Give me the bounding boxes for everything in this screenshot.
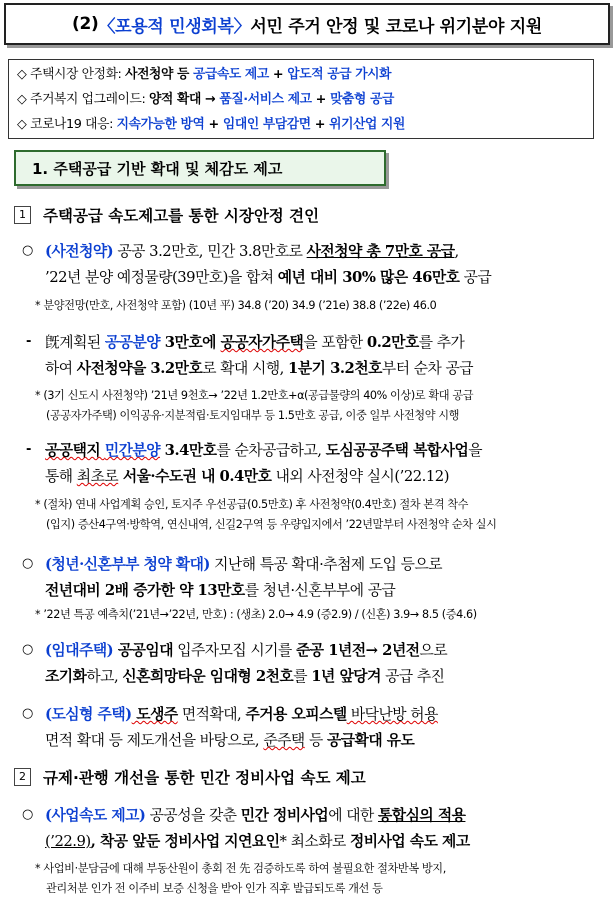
text: 등: [304, 732, 327, 749]
text: 최초로: [76, 468, 119, 485]
keyword: 사전청약 총 7만호 공급: [306, 243, 455, 260]
text: 면적확대,: [177, 706, 246, 723]
summary-text: 맞춤형 공급: [330, 92, 394, 107]
keyword: 통합심의 적용: [378, 807, 466, 824]
keyword: (청년·신혼부부 청약 확대): [45, 556, 210, 573]
summary-text: 임대인 부담감면: [222, 117, 311, 132]
keyword: (도심형 주택): [45, 706, 132, 723]
keyword: 3.4만호: [160, 442, 217, 459]
subsection-title: 규제·관행 개선을 통한 민간 정비사업 속도 제고: [43, 769, 366, 787]
paragraph-line: [45, 830, 470, 851]
paragraph-line: [45, 579, 395, 600]
summary-label: 주택시장 안정화:: [30, 67, 126, 82]
keyword: 공공임대: [113, 642, 174, 659]
text: 을 포함한: [303, 334, 367, 351]
keyword: 공급확대 유도: [326, 732, 415, 749]
page-title: [4, 3, 610, 45]
paragraph-line: [45, 703, 438, 724]
keyword: 신혼희망타운 임대형 2천호: [122, 668, 294, 685]
keyword: 공공분양: [104, 334, 161, 351]
keyword: 공공택지: [45, 442, 105, 459]
summary-text: +: [268, 67, 288, 82]
diamond-icon: ◇: [17, 117, 27, 132]
footnote: 관리처분 인가 전 이주비 보증 신청을 받아 인가 직후 발급되도록 개선 등: [46, 882, 383, 895]
summary-text: 위기산업 지원: [329, 117, 405, 132]
keyword: 전년대비 2배 증가한 약 13만호: [45, 582, 245, 599]
keyword: 조기화: [45, 668, 87, 685]
text: 통해: [45, 468, 77, 485]
text: 으로: [419, 642, 448, 659]
text: 공공성을 갖춘: [145, 807, 241, 824]
keyword: 주거용 오피스텔: [245, 706, 347, 723]
text: 면적 확대 등 제도개선을 바탕으로,: [45, 732, 264, 749]
paragraph-line: [45, 331, 464, 352]
text: 지난해 특공 확대·추첨제 도입 등으로: [209, 556, 443, 573]
text: 旣계획된: [45, 334, 105, 351]
keyword: 공공자가주택: [220, 334, 304, 351]
summary-text: →: [200, 92, 220, 107]
footnote: * ’22년 특공 예측치(’21년→’22년, 만호) : (생초) 2.0→ 4.9 (증2.9) / (신혼) 3.9→ 8.5 (증4.6): [35, 608, 477, 621]
text: 를 청년·신혼부부에 공급: [244, 582, 396, 599]
subsection-title: 주택공급 속도제고를 통한 시장안정 견인: [43, 207, 320, 225]
summary-text: 지속가능한 방역: [116, 117, 205, 132]
subsection-number: 1: [14, 206, 31, 224]
title-rest: 서민 주거 안정 및 코로나 위기분야 지원: [250, 16, 542, 37]
footnote: * 사업비·분담금에 대해 부동산원이 총회 전 先 검증하도록 하여 불필요한 절차반복 방지,: [35, 862, 446, 875]
paragraph-line: [45, 357, 473, 378]
title-highlight: 〈포용적 민생회복〉: [98, 16, 251, 37]
text: 공급 추진: [380, 668, 445, 685]
diamond-icon: ◇: [17, 67, 27, 82]
circle-bullet-icon: ○: [22, 807, 34, 822]
title-prefix: (2): [71, 14, 99, 34]
keyword: 민간 정비사업: [240, 807, 329, 824]
text: 준주택: [263, 732, 305, 749]
subsection-heading: [14, 204, 319, 226]
keyword: 1년 앞당겨: [311, 668, 381, 685]
summary-text: +: [311, 92, 331, 107]
text: 공공 3.2만호, 민간 3.8만호로: [113, 243, 307, 260]
text: 내외 사전청약 실시(’22.12): [271, 468, 449, 485]
circle-bullet-icon: ○: [22, 243, 34, 258]
keyword: 1분기 3.2천호: [288, 360, 382, 377]
diamond-icon: ◇: [17, 92, 27, 107]
circle-bullet-icon: ○: [22, 556, 34, 571]
footnote: (입지) 증산4구역·방학역, 연신내역, 신길2구역 등 우량입지에서 ’22년말부터 사전청약 순차 실시: [46, 518, 497, 531]
keyword: (사업속도 제고): [45, 807, 146, 824]
summary-row: [17, 112, 585, 137]
text: 를 순차공급하고,: [216, 442, 326, 459]
summary-box: [8, 59, 594, 139]
paragraph-line: [45, 729, 414, 750]
dash-bullet-icon: -: [26, 334, 32, 349]
keyword: (임대주택): [45, 642, 114, 659]
keyword: 3만호에: [160, 334, 221, 351]
text: (’22.9): [45, 833, 91, 850]
paragraph-line: [45, 266, 491, 287]
text: ,: [454, 243, 459, 260]
text: 바닥난방 허용: [346, 706, 438, 723]
footnote: * (3기 신도시 사전청약) ’21년 9천호→ ’22년 1.2만호+α(공급물량의 40% 이상)로 확대 공급: [35, 389, 474, 402]
keyword: 사전청약을 3.2만호: [76, 360, 203, 377]
text: 부터 순차 공급: [381, 360, 474, 377]
summary-text: 품질·서비스 제고: [219, 92, 312, 107]
keyword: 도생주: [131, 706, 178, 723]
summary-label: 주거복지 업그레이드:: [30, 92, 150, 107]
keyword: (사전청약): [45, 243, 114, 260]
text: 입주자모집 시기를: [173, 642, 296, 659]
section-heading: [14, 150, 386, 186]
text: 공급: [459, 269, 492, 286]
summary-text: 사전청약 등: [125, 67, 194, 82]
text: * 최소화로: [279, 833, 350, 850]
summary-row: [17, 62, 585, 87]
dash-bullet-icon: -: [26, 442, 32, 457]
paragraph-line: [45, 804, 465, 825]
text: 를: [293, 668, 312, 685]
paragraph-line: [45, 439, 482, 460]
text: ’22년 분양 예정물량(39만호)을 합쳐: [45, 269, 278, 286]
summary-text: 압도적 공급 가시화: [287, 67, 392, 82]
text: 을: [468, 442, 483, 459]
footnote: * 분양전망(만호, 사전청약 포함) (10년 平) 34.8 (’20) 34.9 (’21e) 38.8 (’22e) 46.0: [35, 299, 437, 312]
circle-bullet-icon: ○: [22, 706, 34, 721]
paragraph-line: [45, 665, 444, 686]
circle-bullet-icon: ○: [22, 642, 34, 657]
paragraph-line: [45, 465, 449, 486]
subsection-heading: [14, 766, 366, 788]
summary-text: +: [310, 117, 330, 132]
keyword: 도심공공주택 복합사업: [325, 442, 469, 459]
summary-text: 양적 확대: [149, 92, 201, 107]
paragraph-line: [45, 639, 447, 660]
summary-label: 코로나19 대응:: [30, 117, 117, 132]
summary-text: 공급속도 제고: [193, 67, 269, 82]
summary-row: [17, 87, 585, 112]
text: 로 확대 시행,: [202, 360, 289, 377]
subsection-number: 2: [14, 768, 31, 786]
summary-text: +: [204, 117, 223, 132]
keyword: 예년 대비 30% 많은 46만호: [277, 269, 460, 286]
keyword: 준공 1년전→ 2년전: [295, 642, 420, 659]
keyword: 민간분양: [104, 442, 161, 459]
footnote: * (절차) 연내 사업계획 승인, 토지주 우선공급(0.5만호) 후 사전청약(0.4만호) 절차 본격 착수: [35, 498, 469, 511]
text: 하여: [45, 360, 77, 377]
keyword: 0.2만호: [366, 334, 419, 351]
keyword: 서울·수도권 내 0.4만호: [118, 468, 272, 485]
paragraph-line: [45, 553, 442, 574]
section-label: 1. 주택공급 기반 확대 및 체감도 제고: [32, 159, 283, 178]
paragraph-line: [45, 240, 459, 261]
footnote: (공공자가주택) 이익공유·지분적립·토지임대부 등 1.5만호 공급, 이중 일부 사전청약 시행: [46, 409, 460, 422]
text: 하고,: [86, 668, 123, 685]
text: 에 대한: [328, 807, 379, 824]
text: 를 추가: [418, 334, 465, 351]
keyword: 정비사업 속도 제고: [349, 833, 470, 850]
keyword: , 착공 앞둔 정비사업 지연요인: [90, 833, 280, 850]
